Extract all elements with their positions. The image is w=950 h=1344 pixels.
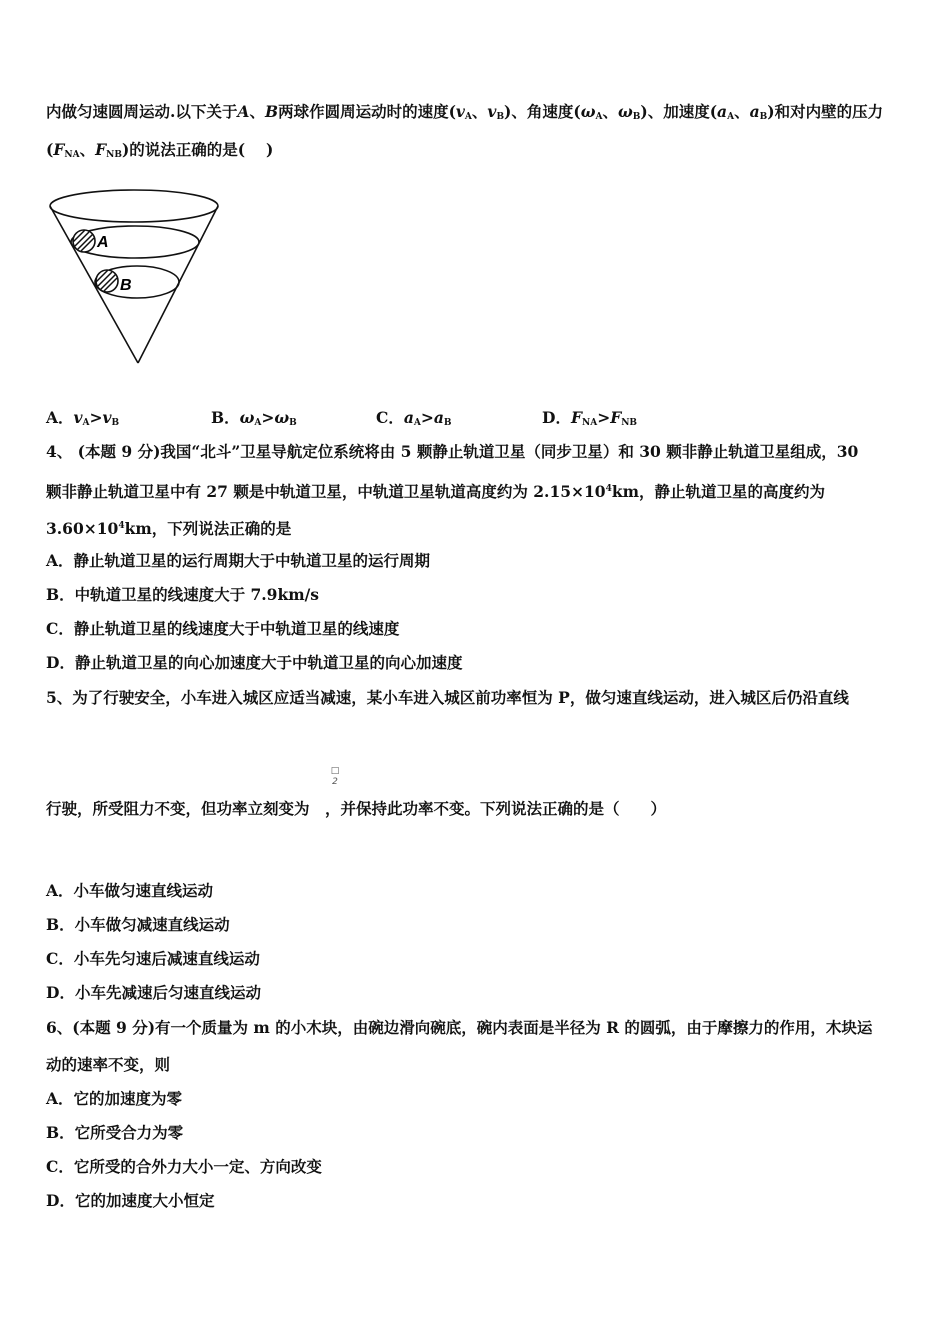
- label-a: A: [97, 234, 109, 251]
- q3-option-c[interactable]: C．$a_A>a_B$: [376, 408, 452, 428]
- ball-a: [73, 230, 95, 252]
- cone-rim-ellipse: [50, 190, 218, 222]
- q4-stem-line-2: 颗非静止轨道卫星中有 27 颗是中轨道卫星，中轨道卫星轨道高度约为 $2.15\times 10^4km$，静止轨道卫星的高度约为: [46, 482, 825, 501]
- q5-stem-line-2: 行驶，所受阻力不变，但功率立刻变为 ，并保持此功率不变。下列说法正确的是（ ）: [46, 799, 667, 818]
- q6-option-a[interactable]: A．它的加速度为零: [46, 1089, 183, 1108]
- ball-b: [96, 270, 118, 292]
- q6-option-d[interactable]: D．它的加速度大小恒定: [46, 1191, 215, 1210]
- q6-option-c[interactable]: C．它所受的合外力大小一定、方向改变: [46, 1157, 322, 1176]
- q4-option-d[interactable]: D．静止轨道卫星的向心加速度大于中轨道卫星的向心加速度: [46, 653, 463, 672]
- q6-option-b[interactable]: B．它所受合力为零: [46, 1123, 184, 1142]
- q6-stem-line-2: 动的速率不变，则: [46, 1055, 171, 1074]
- q4-stem-line-1: 4、 (本题 9 分)我国“北斗”卫星导航定位系统将由 5 颗静止轨道卫星（同步卫星）和 30 颗非静止轨道卫星组成，30: [46, 442, 859, 461]
- label-b: B: [120, 277, 132, 294]
- q3-stem-line-2: ($F_{NA}$、$F_{NB}$)的说法正确的是( ): [46, 140, 274, 160]
- q3-option-a[interactable]: A．$v_A>v_B$: [46, 408, 120, 428]
- q3-options: [46, 408, 926, 428]
- q3-option-d[interactable]: D．$F_{NA}>F_{NB}$: [542, 408, 638, 428]
- q5-option-b[interactable]: B．小车做匀减速直线运动: [46, 915, 230, 934]
- q3-stem-line-1: 内做匀速圆周运动.以下关于A、B两球作圆周运动时的速度($v_A$、$v_B$)、角速度($\omega_A$、$\omega_B$)、加速度($a_A$、$a_B$)和对内壁的压力: [46, 102, 884, 122]
- q6-stem-line-1: 6、(本题 9 分)有一个质量为 m 的小木块，由碗边滑向碗底，碗内表面是半径为 R 的圆弧，由于摩擦力的作用，木块运: [46, 1018, 873, 1037]
- q5-option-d[interactable]: D．小车先减速后匀速直线运动: [46, 983, 261, 1002]
- q5-option-a[interactable]: A．小车做匀速直线运动: [46, 881, 214, 900]
- cone-diagram: [46, 186, 226, 366]
- fraction-denominator: 2: [332, 777, 338, 787]
- q4-option-b[interactable]: B．中轨道卫星的线速度大于 7.9km/s: [46, 585, 319, 604]
- q5-option-c[interactable]: C．小车先匀速后减速直线运动: [46, 949, 260, 968]
- q4-stem-line-3: $3.60\times 10^4km$，下列说法正确的是: [46, 519, 292, 538]
- q4-option-c[interactable]: C．静止轨道卫星的线速度大于中轨道卫星的线速度: [46, 619, 400, 638]
- power-fraction: [328, 766, 342, 788]
- fraction-numerator: □: [330, 766, 340, 776]
- q5-stem-line-1: 5、为了行驶安全，小车进入城区应适当减速，某小车进入城区前功率恒为 P，做匀速直线运动，进入城区后仍沿直线: [46, 688, 849, 707]
- q3-option-b[interactable]: B．$\omega_A>\omega_B$: [211, 408, 297, 428]
- q4-option-a[interactable]: A．静止轨道卫星的运行周期大于中轨道卫星的运行周期: [46, 551, 431, 570]
